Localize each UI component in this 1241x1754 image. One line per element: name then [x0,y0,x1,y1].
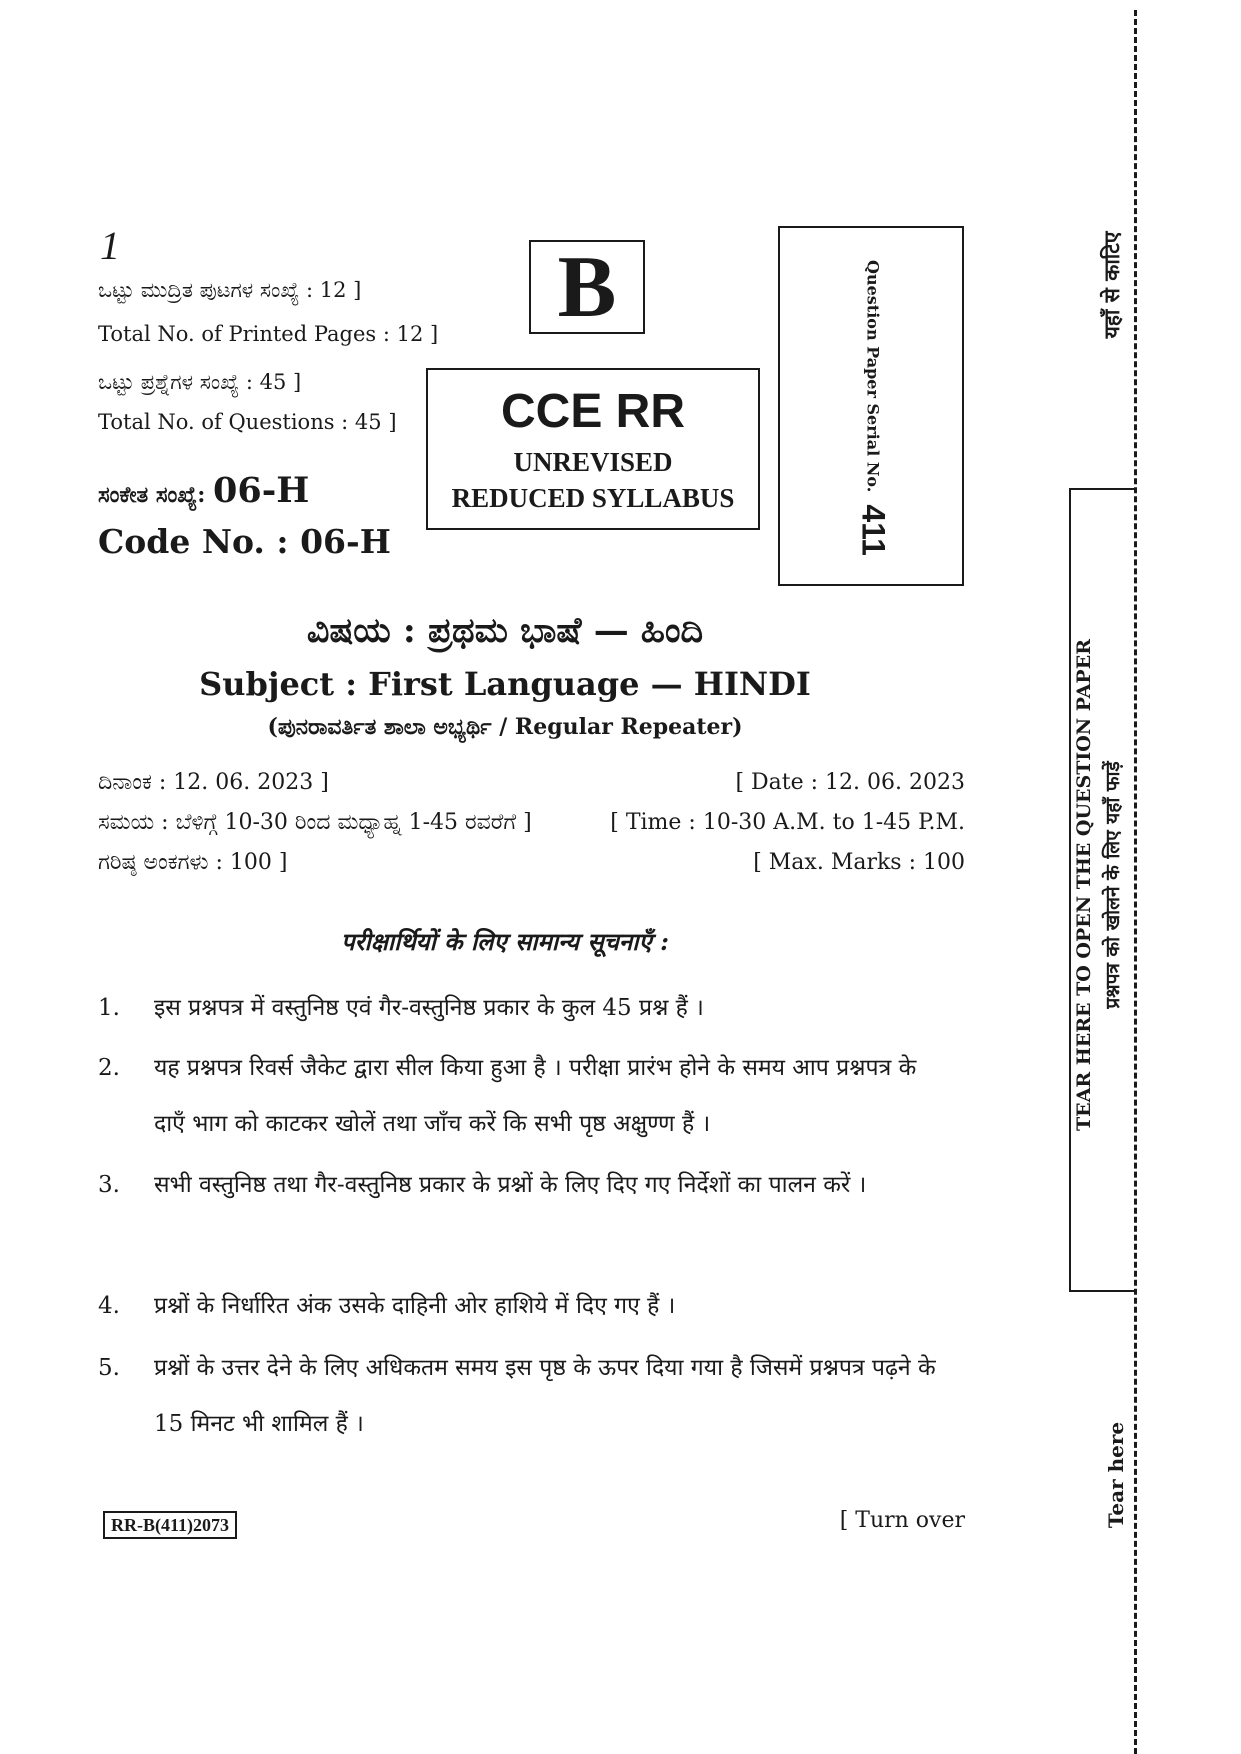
time-english: [ Time : 10-30 A.M. to 1-45 P.M. [610,810,965,835]
exam-title: CCE RR [500,385,685,438]
turn-over-note: [ Turn over [839,1508,965,1533]
code-kannada-value: 06-H [213,470,310,511]
questions-count-english: Total No. of Questions : 45 ] [98,410,397,434]
instruction-number: 5. [98,1355,120,1381]
instruction-text: सभी वस्तुनिष्ठ तथा गैर-वस्तुनिष्ठ प्रकार के प्रश्नों के लिए दिए गए निर्देशों का पालन करें । [154,1172,867,1198]
candidate-type-kannada: (ಪುನರಾವರ್ತಿತ ಶಾಲಾ ಅಭ್ಯರ್ಥಿ [267,714,492,740]
code-number-english: Code No. : 06-H [98,522,391,561]
code-number-kannada [98,470,309,511]
code-kannada-label: ಸಂಕೇತ ಸಂಖ್ಯೆ: [98,482,206,508]
paper-code: RR-B(411)2073 [103,1511,237,1539]
exam-title-box [426,368,760,530]
tear-instruction-english: TEAR HERE TO OPEN THE QUESTION PAPER [1073,639,1095,1131]
date-english: [ Date : 12. 06. 2023 [735,770,965,795]
serial-label: Question Paper Serial No. [863,260,883,493]
exam-subtitle-1: UNREVISED [513,447,673,477]
instruction-item [98,1157,948,1213]
instruction-text: यह प्रश्नपत्र रिवर्स जैकेट द्वारा सील किया हुआ है । परीक्षा प्रारंभ होने के समय आप प्रश्नपत्र के दाएँ भाग को काटकर खोलें तथा जाँच करें कि सभी पृष्ठ अक्षुण्ण हैं । [154,1055,917,1137]
printed-pages-kannada: ಒಟ್ಟು ಮುದ್ರಿತ ಪುಟಗಳ ಸಂಖ್ಯೆ : 12 ] [98,278,362,302]
serial-number: 411 [855,504,892,556]
candidate-type [0,714,1010,740]
instruction-number: 1. [98,995,120,1021]
instruction-number: 2. [98,1055,120,1081]
max-marks-kannada: ಗರಿಷ್ಠ ಅಂಕಗಳು : 100 ] [98,850,288,875]
subject-english: Subject : First Language — HINDI [199,665,811,703]
date-kannada: ದಿನಾಂಕ : 12. 06. 2023 ] [98,770,329,795]
instruction-item [98,980,948,1036]
instruction-number: 4. [98,1293,120,1319]
tear-here-label: Tear here [1104,1421,1128,1529]
instruction-number: 3. [98,1172,120,1198]
instruction-item [98,1040,948,1152]
version-letter-box: B [529,240,645,334]
questions-count-kannada: ಒಟ್ಟು ಪ್ರಶ್ನೆಗಳ ಸಂಖ್ಯೆ : 45 ] [98,370,302,394]
candidate-type-english: / Regular Repeater) [491,714,743,740]
instruction-text: प्रश्नों के निर्धारित अंक उसके दाहिनी ओर हाशिये में दिए गए हैं । [154,1293,676,1319]
max-marks-english: [ Max. Marks : 100 [753,850,965,875]
instruction-item [98,1278,948,1334]
instructions-heading: परीक्षार्थियों के लिए सामान्य सूचनाएँ : [341,927,669,956]
instruction-text: प्रश्नों के उत्तर देने के लिए अधिकतम समय इस पृष्ठ के ऊपर दिया गया है जिसमें प्रश्नपत्र पढ़ने के 15 मिनट भी शामिल हैं । [154,1355,936,1437]
printed-pages-english: Total No. of Printed Pages : 12 ] [98,322,439,346]
page-number: 1 [100,223,120,268]
time-kannada: ಸಮಯ : ಬೆಳಿಗ್ಗೆ 10-30 ರಿಂದ ಮಧ್ಯಾಹ್ನ 1-45 ರವರೆಗೆ ] [98,810,532,835]
serial-number-box [778,226,964,586]
instruction-item [98,1340,948,1452]
tear-instruction-hindi-top: यहाँ से काटिए [1099,231,1124,339]
tear-instruction-hindi: प्रश्नपत्र को खोलने के लिए यहाँ फाड़ें [1102,761,1124,1009]
instruction-text: इस प्रश्नपत्र में वस्तुनिष्ठ एवं गैर-वस्तुनिष्ठ प्रकार के कुल 45 प्रश्न हैं । [154,995,704,1021]
exam-subtitle-2: REDUCED SYLLABUS [451,483,735,513]
subject-kannada: ವಿಷಯ : ಪ್ರಥಮ ಭಾಷೆ — ಹಿಂದಿ [306,610,704,651]
